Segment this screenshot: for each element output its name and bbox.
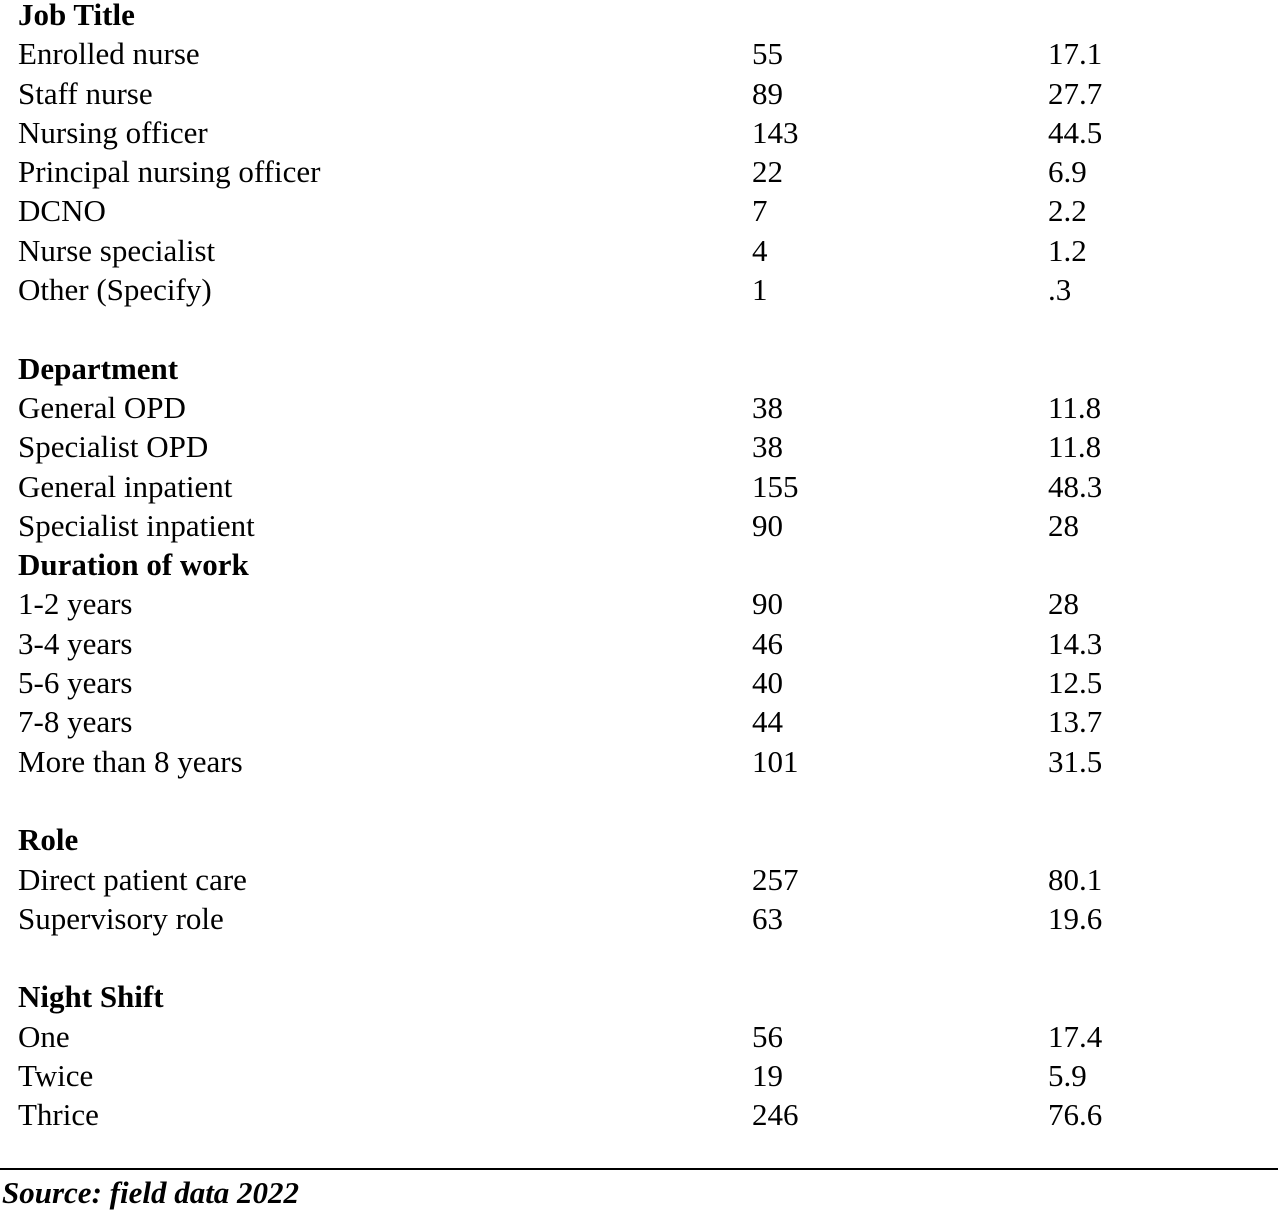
table-row — [18, 232, 1258, 275]
row-percent: 1.2 — [1048, 232, 1087, 268]
row-count: 40 — [752, 665, 783, 701]
row-count: 46 — [752, 625, 783, 661]
table-row — [18, 75, 1258, 118]
row-label: Nursing officer — [18, 114, 208, 150]
section-heading — [18, 979, 1258, 1021]
table-bottom-rule — [0, 1168, 1278, 1170]
row-percent: 6.9 — [1048, 154, 1087, 190]
demographics-table — [18, 0, 1258, 1140]
row-count: 246 — [752, 1097, 799, 1133]
row-percent: 27.7 — [1048, 75, 1103, 111]
row-percent: 76.6 — [1048, 1097, 1103, 1133]
row-label: Twice — [18, 1058, 94, 1094]
row-percent: 5.9 — [1048, 1058, 1087, 1094]
table-row — [18, 114, 1258, 157]
row-count: 63 — [752, 900, 783, 936]
row-label: One — [18, 1018, 70, 1054]
row-label: Other (Specify) — [18, 272, 212, 308]
section-spacer — [18, 314, 1258, 353]
row-percent: 11.8 — [1048, 389, 1102, 425]
row-count: 19 — [752, 1058, 783, 1094]
section-heading — [18, 350, 1258, 393]
section-heading — [18, 547, 1258, 589]
row-label: 1-2 years — [18, 586, 133, 622]
row-percent: 28 — [1048, 507, 1079, 543]
section-spacer — [18, 786, 1258, 825]
row-label: Principal nursing officer — [18, 154, 321, 190]
row-percent: .3 — [1048, 272, 1072, 308]
table-row — [18, 1058, 1258, 1100]
table-row — [18, 389, 1258, 432]
row-percent: 19.6 — [1048, 900, 1103, 936]
row-label: DCNO — [18, 193, 106, 229]
section-heading-label: Role — [18, 822, 79, 858]
row-label: 3-4 years — [18, 625, 133, 661]
row-label: General OPD — [18, 389, 186, 425]
section-heading-label: Duration of work — [18, 547, 249, 583]
table-row — [18, 468, 1258, 511]
table-row — [18, 1018, 1258, 1061]
row-count: 4 — [752, 232, 768, 268]
section-heading-label: Job Title — [18, 0, 135, 32]
row-percent: 17.1 — [1048, 36, 1103, 72]
row-label: General inpatient — [18, 468, 233, 504]
row-percent: 14.3 — [1048, 625, 1103, 661]
row-label: Supervisory role — [18, 900, 224, 936]
table-row — [18, 36, 1258, 78]
table-row — [18, 861, 1258, 904]
section-heading-label: Department — [18, 350, 179, 386]
row-count: 7 — [752, 193, 768, 229]
row-percent: 13.7 — [1048, 704, 1103, 740]
row-count: 22 — [752, 154, 783, 190]
table-row — [18, 586, 1258, 628]
row-count: 155 — [752, 468, 799, 504]
row-count: 55 — [752, 36, 783, 72]
row-percent: 80.1 — [1048, 861, 1103, 897]
table-row — [18, 625, 1258, 668]
table-row — [18, 272, 1258, 314]
section-heading-label: Night Shift — [18, 979, 164, 1015]
row-count: 90 — [752, 507, 783, 543]
row-percent: 31.5 — [1048, 743, 1103, 779]
table-row — [18, 900, 1258, 943]
table-row — [18, 507, 1258, 550]
row-count: 44 — [752, 704, 783, 740]
row-count: 38 — [752, 429, 783, 465]
row-count: 101 — [752, 743, 799, 779]
row-count: 38 — [752, 389, 783, 425]
row-percent: 2.2 — [1048, 193, 1087, 229]
row-label: Staff nurse — [18, 75, 153, 111]
table-row — [18, 665, 1258, 707]
row-label: Direct patient care — [18, 861, 247, 897]
row-percent: 28 — [1048, 586, 1079, 622]
table-row — [18, 193, 1258, 235]
table-row — [18, 1097, 1258, 1139]
source-note: Source: field data 2022 — [2, 1175, 300, 1210]
section-heading — [18, 822, 1258, 864]
section-heading — [18, 0, 1258, 39]
row-count: 89 — [752, 75, 783, 111]
row-percent: 17.4 — [1048, 1018, 1103, 1054]
row-count: 90 — [752, 586, 783, 622]
row-count: 143 — [752, 114, 799, 150]
row-label: Nurse specialist — [18, 232, 216, 268]
table-row — [18, 154, 1258, 196]
row-count: 1 — [752, 272, 768, 308]
row-label: More than 8 years — [18, 743, 243, 779]
row-count: 56 — [752, 1018, 783, 1054]
table-row — [18, 743, 1258, 786]
table-row — [18, 704, 1258, 746]
row-label: Enrolled nurse — [18, 36, 200, 72]
row-label: Thrice — [18, 1097, 99, 1133]
row-label: Specialist OPD — [18, 429, 209, 465]
section-spacer — [18, 943, 1258, 982]
row-label: 5-6 years — [18, 665, 133, 701]
row-percent: 12.5 — [1048, 665, 1103, 701]
row-label: 7-8 years — [18, 704, 133, 740]
table-row — [18, 429, 1258, 471]
row-percent: 11.8 — [1048, 429, 1102, 465]
row-percent: 48.3 — [1048, 468, 1103, 504]
row-percent: 44.5 — [1048, 114, 1103, 150]
row-label: Specialist inpatient — [18, 507, 255, 543]
row-count: 257 — [752, 861, 799, 897]
